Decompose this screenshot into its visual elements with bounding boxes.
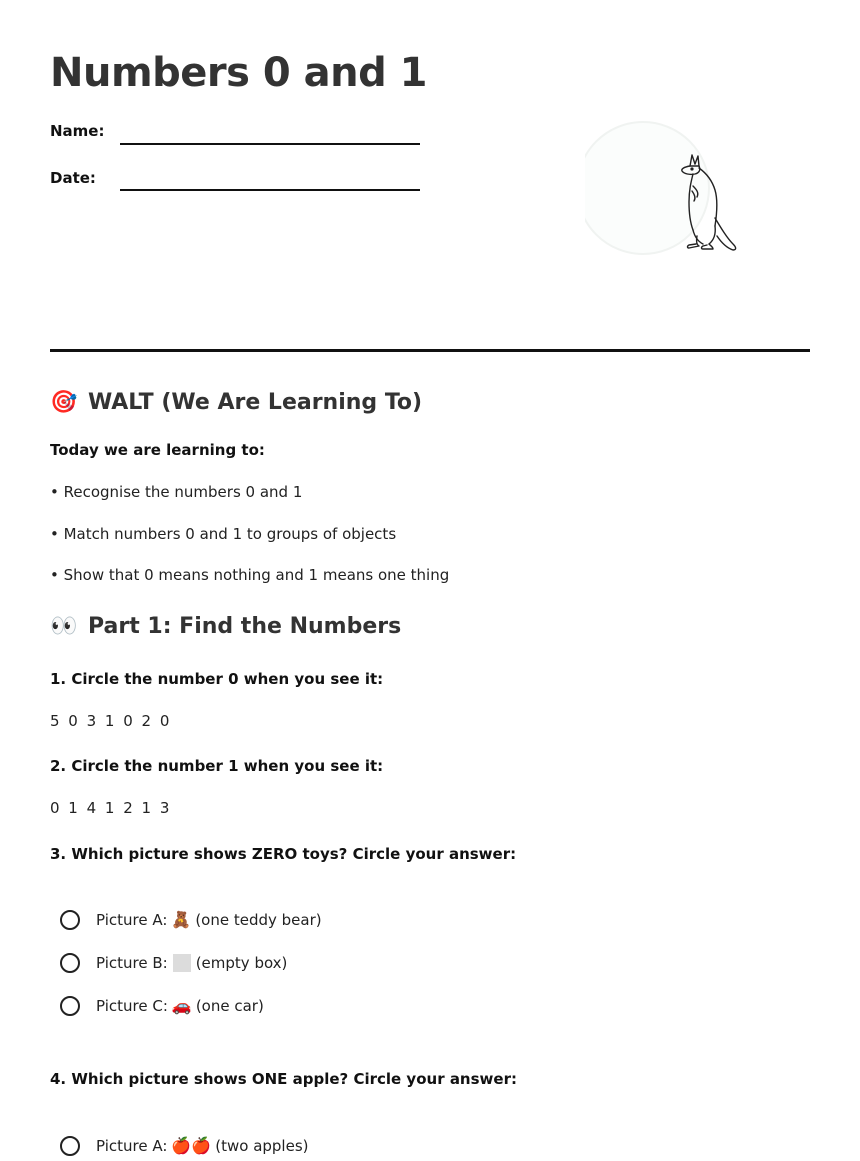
option-description: (one car) <box>195 997 264 1015</box>
question-3-option-b[interactable] <box>60 953 287 973</box>
date-label: Date: <box>50 169 96 187</box>
walt-heading-text: WALT (We Are Learning To) <box>88 390 423 415</box>
question-2-prompt: 2. Circle the number 1 when you see it: <box>50 757 384 775</box>
radio-button[interactable] <box>60 996 80 1016</box>
apple-icon: 🍎🍎 <box>171 1136 212 1155</box>
option-label: Picture A: <box>96 911 168 929</box>
kangaroo-illustration <box>585 118 750 268</box>
radio-button[interactable] <box>60 1136 80 1156</box>
question-2-sequence[interactable]: 0 1 4 1 2 1 3 <box>50 799 172 817</box>
option-label: Picture C: <box>96 997 168 1015</box>
walt-bullet: • Match numbers 0 and 1 to groups of objects <box>50 525 397 543</box>
section-divider <box>50 349 810 352</box>
car-icon: 🚗 <box>171 996 192 1015</box>
target-icon: 🎯 <box>50 390 78 415</box>
option-label: Picture A: <box>96 1137 168 1155</box>
option-label: Picture B: <box>96 954 168 972</box>
option-description: (one teddy bear) <box>195 911 322 929</box>
name-label: Name: <box>50 122 105 140</box>
name-field[interactable] <box>120 143 420 145</box>
walt-bullet: • Recognise the numbers 0 and 1 <box>50 483 303 501</box>
question-4-option-a[interactable] <box>60 1136 309 1156</box>
date-field[interactable] <box>120 189 420 191</box>
radio-button[interactable] <box>60 910 80 930</box>
walt-bullet: • Show that 0 means nothing and 1 means one thing <box>50 566 450 584</box>
question-3-prompt: 3. Which picture shows ZERO toys? Circle your answer: <box>50 845 517 863</box>
option-description: (two apples) <box>215 1137 309 1155</box>
walt-intro: Today we are learning to: <box>50 441 265 459</box>
page-title: Numbers 0 and 1 <box>50 50 427 96</box>
question-1-prompt: 1. Circle the number 0 when you see it: <box>50 670 384 688</box>
question-3-option-a[interactable] <box>60 910 322 930</box>
empty-box-icon <box>173 954 191 972</box>
question-4-prompt: 4. Which picture shows ONE apple? Circle your answer: <box>50 1070 517 1088</box>
question-3-option-c[interactable] <box>60 996 264 1016</box>
part1-heading-text: Part 1: Find the Numbers <box>88 614 402 639</box>
question-1-sequence[interactable]: 5 0 3 1 0 2 0 <box>50 712 172 730</box>
option-description: (empty box) <box>195 954 288 972</box>
teddy-bear-icon: 🧸 <box>171 910 192 929</box>
radio-button[interactable] <box>60 953 80 973</box>
eyes-icon: 👀 <box>50 614 78 639</box>
walt-heading <box>50 390 422 415</box>
part1-heading <box>50 614 401 639</box>
